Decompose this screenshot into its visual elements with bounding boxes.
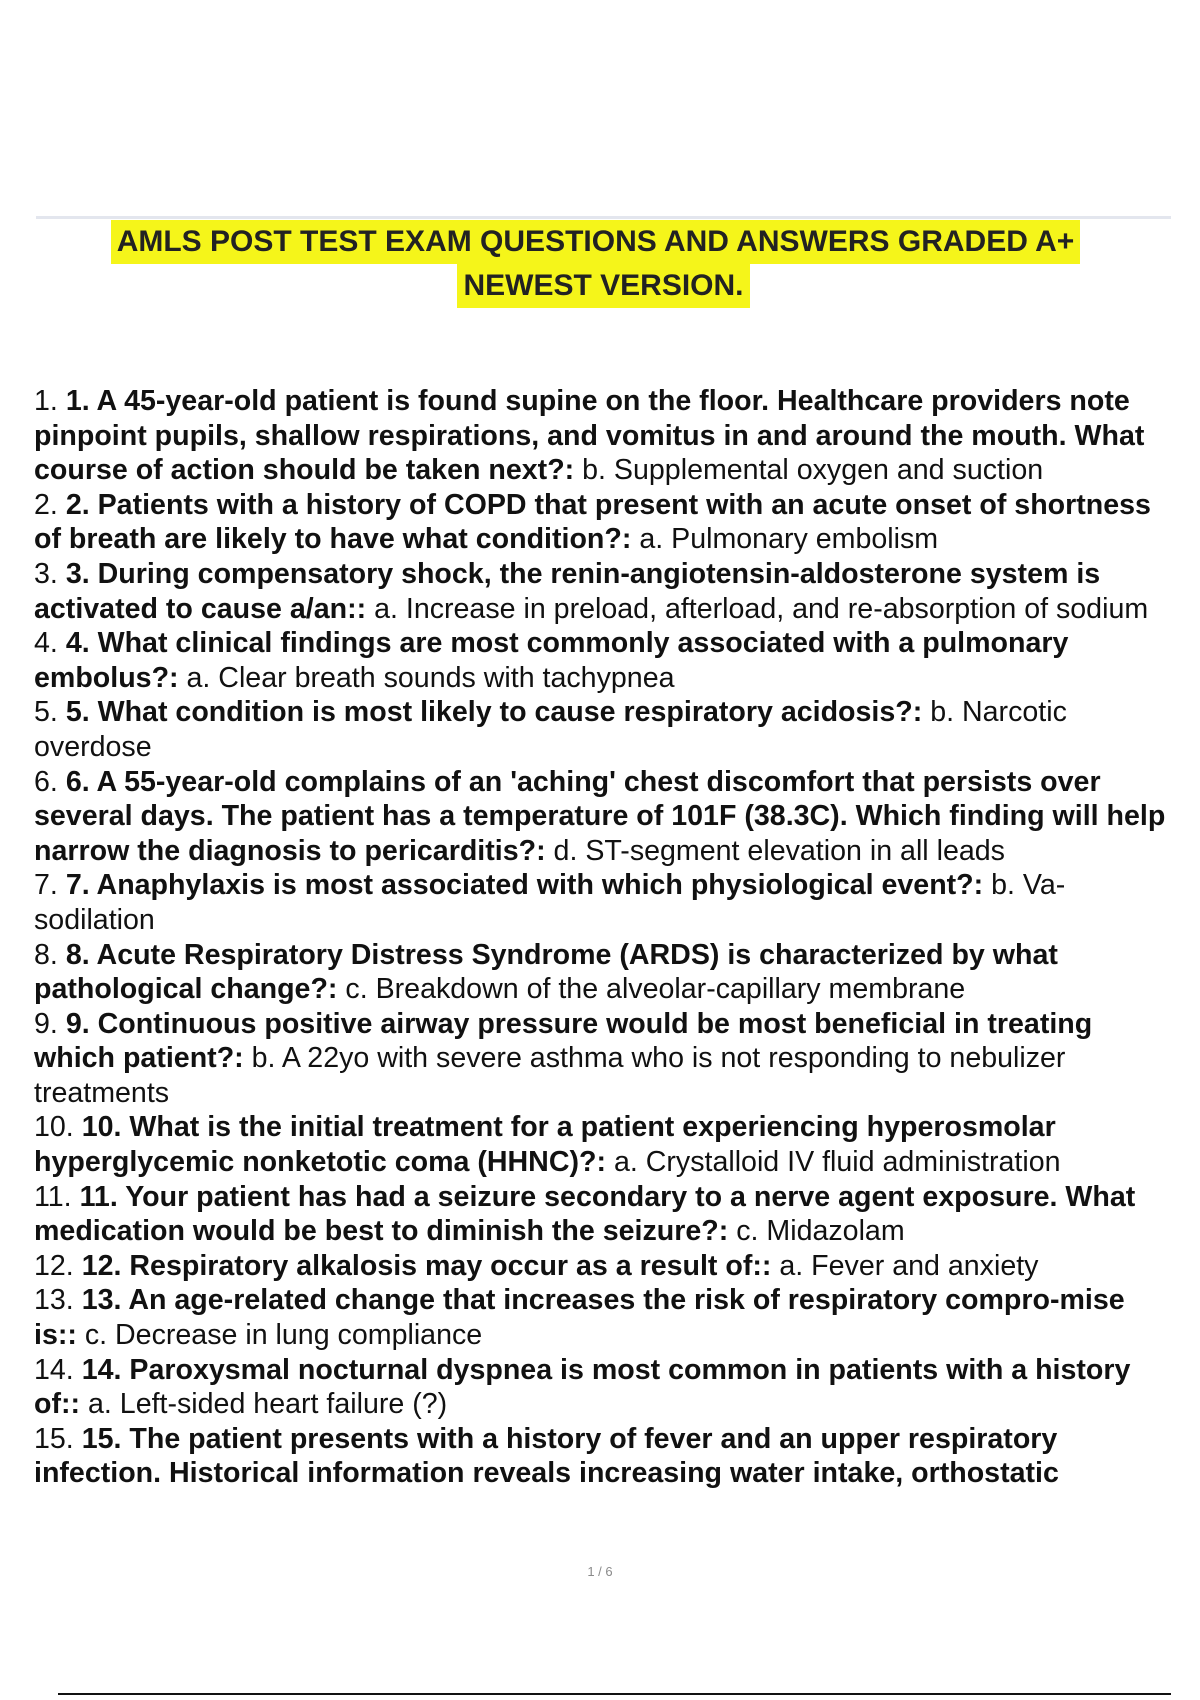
- question-text: 12. Respiratory alkalosis may occur as a result of::: [81, 1249, 772, 1282]
- question-number: 13.: [34, 1284, 74, 1317]
- answer-text: a. Left-sided heart failure (?): [88, 1388, 448, 1421]
- question-number: 6.: [34, 765, 58, 798]
- question-number: 10.: [34, 1111, 74, 1144]
- title-line-1: AMLS POST TEST EXAM QUESTIONS AND ANSWERS GRADED A+: [111, 220, 1081, 264]
- footer-rule: [58, 1693, 1171, 1695]
- answer-text: b. Va-sodilation: [34, 869, 1066, 936]
- answer-text: c. Breakdown of the alveolar-capillary membrane: [345, 973, 966, 1006]
- answer-text: a. Increase in preload, afterload, and re-absorption of sodium: [374, 592, 1149, 625]
- question-text: 8. Acute Respiratory Distress Syndrome (ARDS) is characterized by what pathological change?:: [34, 938, 1058, 1006]
- question-text: 13. An age-related change that increases the risk of respiratory compro-mise is::: [34, 1284, 1125, 1352]
- question-number: 14.: [34, 1353, 74, 1386]
- question-item-11: [34, 1180, 1174, 1249]
- page-number: 1 / 6: [587, 1564, 613, 1579]
- answer-text: a. Crystalloid IV fluid administration: [613, 1146, 1061, 1179]
- question-item-4: [34, 626, 1174, 695]
- question-number: 11.: [34, 1180, 72, 1213]
- question-number: 12.: [34, 1249, 74, 1282]
- question-item-9: [34, 1007, 1174, 1111]
- question-item-13: [34, 1283, 1174, 1352]
- question-number: 7.: [34, 869, 58, 902]
- question-text: 3. During compensatory shock, the renin-angiotensin-aldosterone system is activated to cause a/an::: [34, 557, 1101, 625]
- question-number: 3.: [34, 557, 58, 590]
- question-item-2: [34, 488, 1174, 557]
- answer-text: a. Fever and anxiety: [779, 1249, 1039, 1282]
- question-number: 4.: [34, 627, 58, 660]
- answer-text: c. Decrease in lung compliance: [84, 1319, 483, 1352]
- question-number: 5.: [34, 696, 58, 729]
- title-line-2: NEWEST VERSION.: [457, 264, 749, 308]
- document-title: [36, 220, 1171, 308]
- question-item-3: [34, 557, 1174, 626]
- question-text: 2. Patients with a history of COPD that present with an acute onset of shortness of breath are likely to have what condition?:: [34, 488, 1151, 556]
- question-item-8: [34, 938, 1174, 1007]
- question-text: 10. What is the initial treatment for a patient experiencing hyperosmolar hyperglycemic nonketotic coma (HHNC)?:: [34, 1111, 1056, 1179]
- question-number: 8.: [34, 938, 58, 971]
- answer-text: b. Supplemental oxygen and suction: [582, 454, 1044, 487]
- answer-text: b. A 22yo with severe asthma who is not responding to nebulizer treatments: [34, 1042, 1066, 1109]
- answer-text: b. Narcotic overdose: [34, 696, 1067, 763]
- question-list: [34, 384, 1174, 1491]
- question-item-10: [34, 1110, 1174, 1179]
- question-number: 1.: [34, 385, 58, 417]
- question-text: 5. What condition is most likely to cause respiratory acidosis?:: [65, 696, 923, 729]
- question-number: 15.: [34, 1422, 74, 1455]
- question-number: 9.: [34, 1007, 58, 1040]
- question-item-12: [34, 1249, 1174, 1284]
- answer-text: c. Midazolam: [736, 1215, 905, 1248]
- question-item-15: [34, 1422, 1174, 1491]
- question-item-14: [34, 1353, 1174, 1422]
- answer-text: a. Clear breath sounds with tachypnea: [186, 661, 675, 694]
- question-item-1: [34, 384, 1174, 488]
- header-rule: [36, 216, 1171, 219]
- question-text: 14. Paroxysmal nocturnal dyspnea is most common in patients with a history of::: [34, 1353, 1131, 1421]
- question-text: 15. The patient presents with a history of fever and an upper respiratory infection. Historical information reveals increasing water intake, orthostatic: [34, 1422, 1059, 1490]
- question-text: 9. Continuous positive airway pressure would be most beneficial in treating which patient?:: [34, 1007, 1093, 1075]
- question-text: 7. Anaphylaxis is most associated with which physiological event?:: [65, 869, 984, 902]
- question-text: 6. A 55-year-old complains of an 'aching' chest discomfort that persists over several days. The patient has a temperature of 101F (38.3C). Which finding will help narrow the diagnosis to pericarditis?:: [34, 765, 1166, 867]
- question-item-6: [34, 765, 1174, 869]
- question-item-5: [34, 695, 1174, 764]
- question-item-7: [34, 868, 1174, 937]
- answer-text: a. Pulmonary embolism: [639, 523, 939, 556]
- question-number: 2.: [34, 488, 58, 521]
- question-text: 1. A 45-year-old patient is found supine on the floor. Healthcare providers note pinpoint pupils, shallow respirations, and vomitus in and around the mouth. What course of action should be taken next?:: [34, 385, 1145, 487]
- question-text: 4. What clinical findings are most commonly associated with a pulmonary embolus?:: [34, 627, 1069, 694]
- answer-text: d. ST-segment elevation in all leads: [553, 834, 1005, 867]
- question-text: 11. Your patient has had a seizure secondary to a nerve agent exposure. What medication would be best to diminish the seizure?:: [34, 1180, 1136, 1248]
